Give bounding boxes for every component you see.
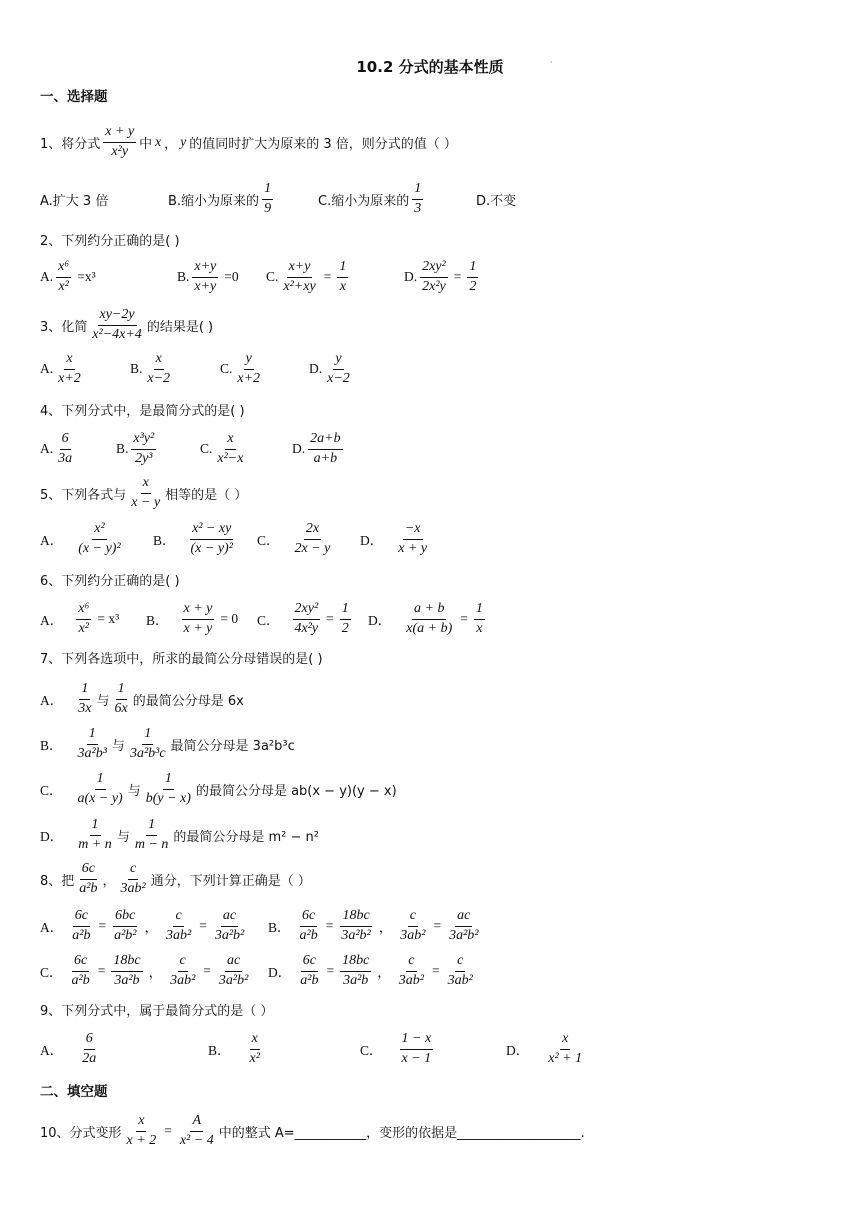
q4-option-b[interactable]: B. $\frac{\text{x³y²}}{\text{2y³}}$ (116, 431, 155, 466)
q5-fraction: $\frac{x}{x - y}$ (131, 475, 161, 510)
q9-options (40, 1031, 840, 1066)
q3-fraction: $\frac{xy-2y}{\text{x²−4x+4}}$ (92, 307, 142, 342)
question-10: 10、分式变形 $\frac{x}{x + 2}$ = $\frac{A}{\text{x² − 4}}$ 中的整式 A=___________，变形的依据是___________________. (40, 1113, 585, 1148)
q4-option-a[interactable]: A. $\frac{6}{3a}$ (40, 431, 73, 466)
q6-option-b[interactable]: B． $\frac{x + y}{x + y}$ = 0 (146, 601, 239, 636)
q1-fraction: $\frac{x + y}{\text{x²y}}$ (105, 124, 135, 159)
q7-option-b[interactable]: B． $\frac{1}{\text{3a²b³}}$ 与 $\frac{1}{\text{3a²b³c}}$ 最简公分母是 3a²b³c (40, 726, 295, 761)
q9-stem: 9、下列分式中，属于最简分式的是（ ） (40, 1003, 274, 1019)
question-9 (40, 994, 840, 1024)
q4-options (40, 431, 840, 466)
q8-options-cd (40, 953, 840, 988)
q6-option-a[interactable]: A． $\frac{\text{x⁶}}{\text{x²}}$ = x³ (40, 601, 120, 636)
q8-option-c[interactable]: C． $\frac{6c}{\text{a²b}}$ = $\frac{18bc}{\text{3a²b}}$ ， $\frac{c}{\text{3ab²}}$ = $\frac{ac}{\text{3a²b²}}$ (40, 953, 249, 988)
q7-option-d[interactable]: D． $\frac{1}{m + n}$ 与 $\frac{1}{m - n}$ 的最简公分母是 m² − n² (40, 817, 320, 852)
q1-option-c[interactable]: C.缩小为原来的 $\frac{1}{3}$ (318, 181, 422, 216)
q2-option-c[interactable]: C. $\frac{x+y}{\text{x²+xy}}$ = $\frac{1}{x}$ (266, 259, 347, 294)
q8-options-ab (40, 908, 840, 943)
q2-option-b[interactable]: B. $\frac{x+y}{x+y}$ =0 (177, 259, 239, 294)
question-6 (40, 564, 840, 594)
q5-option-b[interactable]: B． $\frac{\text{x² − xy}}{\text{(x − y)²}}$ (153, 521, 233, 556)
page-title: 10.2 分式的基本性质 (356, 58, 504, 76)
q5-option-a[interactable]: A． $\frac{\text{x²}}{\text{(x − y)²}}$ (40, 521, 121, 556)
q3-options (40, 351, 840, 386)
q8-option-d[interactable]: D． $\frac{6c}{\text{a²b}}$ = $\frac{18bc}{\text{3a²b}}$ ， $\frac{c}{\text{3ab²}}$ = $\frac{c}{\text{3ab²}}$ (268, 953, 473, 988)
q2-options (40, 259, 840, 294)
q1-option-b[interactable]: B.缩小为原来的 $\frac{1}{9}$ (168, 181, 272, 216)
q1-options (40, 181, 840, 216)
q10-blanks[interactable]: 中的整式 A=___________，变形的依据是___________________. (218, 1125, 585, 1141)
question-7 (40, 642, 840, 672)
q3-option-c[interactable]: C. $\frac{y}{x+2}$ (220, 351, 261, 386)
q9-option-b[interactable]: B． $\frac{x}{\text{x²}}$ (208, 1031, 260, 1066)
q8-option-b[interactable]: B． $\frac{6c}{\text{a²b}}$ = $\frac{18bc}{\text{3a²b²}}$ ， $\frac{c}{\text{3ab²}}$ = $\frac{ac}{\text{3a²b²}}$ (268, 908, 479, 943)
q3-option-a[interactable]: A. $\frac{x}{x+2}$ (40, 351, 81, 386)
question-8: 8、把 $\frac{6c}{\text{a²b}}$ ， $\frac{c}{\text{3ab²}}$ 通分，下列计算正确是（ ） (40, 861, 311, 896)
q5-options (40, 521, 840, 556)
q7-stem: 7、下列各选项中，所求的最简公分母错误的是( ) (40, 651, 323, 667)
question-4 (40, 394, 840, 424)
q5-option-d[interactable]: D． $\frac{-x}{x + y}$ (360, 521, 428, 556)
q1-option-a[interactable]: A.扩大 3 倍 (40, 193, 109, 209)
q9-option-c[interactable]: C． $\frac{1 - x}{x - 1}$ (360, 1031, 432, 1066)
question-1 (40, 124, 840, 159)
q1-suffix: 的值同时扩大为原来的 3 倍，则分式的值（ ） (189, 136, 457, 152)
q3-option-d[interactable]: D. $\frac{y}{x-2}$ (309, 351, 350, 386)
q3-prefix: 3、化简 (40, 319, 88, 335)
q8-fraction-1: $\frac{6c}{\text{a²b}}$ (79, 861, 98, 896)
q1-prefix: 1、将分式 (40, 136, 101, 152)
q7-option-a[interactable]: A． $\frac{1}{3x}$ 与 $\frac{1}{6x}$ 的最简公分母是 6x (40, 681, 244, 716)
q5-suffix: 相等的是（ ） (165, 487, 248, 503)
page-mark: · (550, 58, 553, 67)
question-5 (40, 475, 840, 510)
q6-option-c[interactable]: C． $\frac{\text{2xy²}}{\text{4x²y}}$ = $\frac{1}{2}$ (257, 601, 349, 636)
q4-option-d[interactable]: D. $\frac{2a+b}{a+b}$ (292, 431, 341, 466)
q1-var-x: x (155, 134, 162, 149)
q7-option-c[interactable]: C． $\frac{1}{a(x - y)}$ 与 $\frac{1}{b(y - x)}$ 的最简公分母是 ab(x − y)(y − x) (40, 771, 397, 806)
question-2 (40, 224, 840, 254)
q5-option-c[interactable]: C． $\frac{2x}{2x - y}$ (257, 521, 331, 556)
section-heading-choice: 一、选择题 (40, 89, 108, 105)
q8-option-a[interactable]: A． $\frac{6c}{\text{a²b}}$ = $\frac{6bc}{\text{a²b²}}$ ， $\frac{c}{\text{3ab²}}$ = $\frac{ac}{\text{3a²b²}}$ (40, 908, 245, 943)
q6-option-d[interactable]: D． $\frac{a + b}{x(a + b)}$ = $\frac{1}{x}$ (368, 601, 483, 636)
q10-fraction-2: $\frac{A}{\text{x² − 4}}$ (179, 1113, 214, 1148)
q3-option-b[interactable]: B. $\frac{x}{x-2}$ (130, 351, 171, 386)
q3-suffix: 的结果是( ) (146, 319, 214, 335)
section-heading-fill: 二、填空题 (40, 1084, 108, 1100)
q5-prefix: 5、下列各式与 (40, 487, 127, 503)
q2-stem: 2、下列约分正确的是( ) (40, 233, 180, 249)
q9-option-a[interactable]: A． $\frac{6}{2a}$ (40, 1031, 97, 1066)
q8-fraction-2: $\frac{c}{\text{3ab²}}$ (120, 861, 146, 896)
q1-mid: 中 (139, 136, 153, 152)
q6-options (40, 601, 840, 636)
q10-fraction-1: $\frac{x}{x + 2}$ (126, 1113, 157, 1148)
q6-stem: 6、下列约分正确的是( ) (40, 573, 180, 589)
q2-option-d[interactable]: D. $\frac{\text{2xy²}}{\text{2x²y}}$ = $\frac{1}{2}$ (404, 259, 477, 294)
q2-option-a[interactable]: A. $\frac{\text{x⁶}}{\text{x²}}$ =x³ (40, 259, 96, 294)
question-3 (40, 307, 840, 342)
q1-comma: ， (164, 136, 178, 152)
q4-stem: 4、下列分式中，是最简分式的是( ) (40, 403, 245, 419)
q9-option-d[interactable]: D． $\frac{x}{\text{x² + 1}}$ (506, 1031, 583, 1066)
q1-var-y: y (180, 134, 187, 149)
q4-option-c[interactable]: C. $\frac{x}{\text{x²−x}}$ (200, 431, 244, 466)
q1-option-d[interactable]: D.不变 (476, 193, 517, 209)
